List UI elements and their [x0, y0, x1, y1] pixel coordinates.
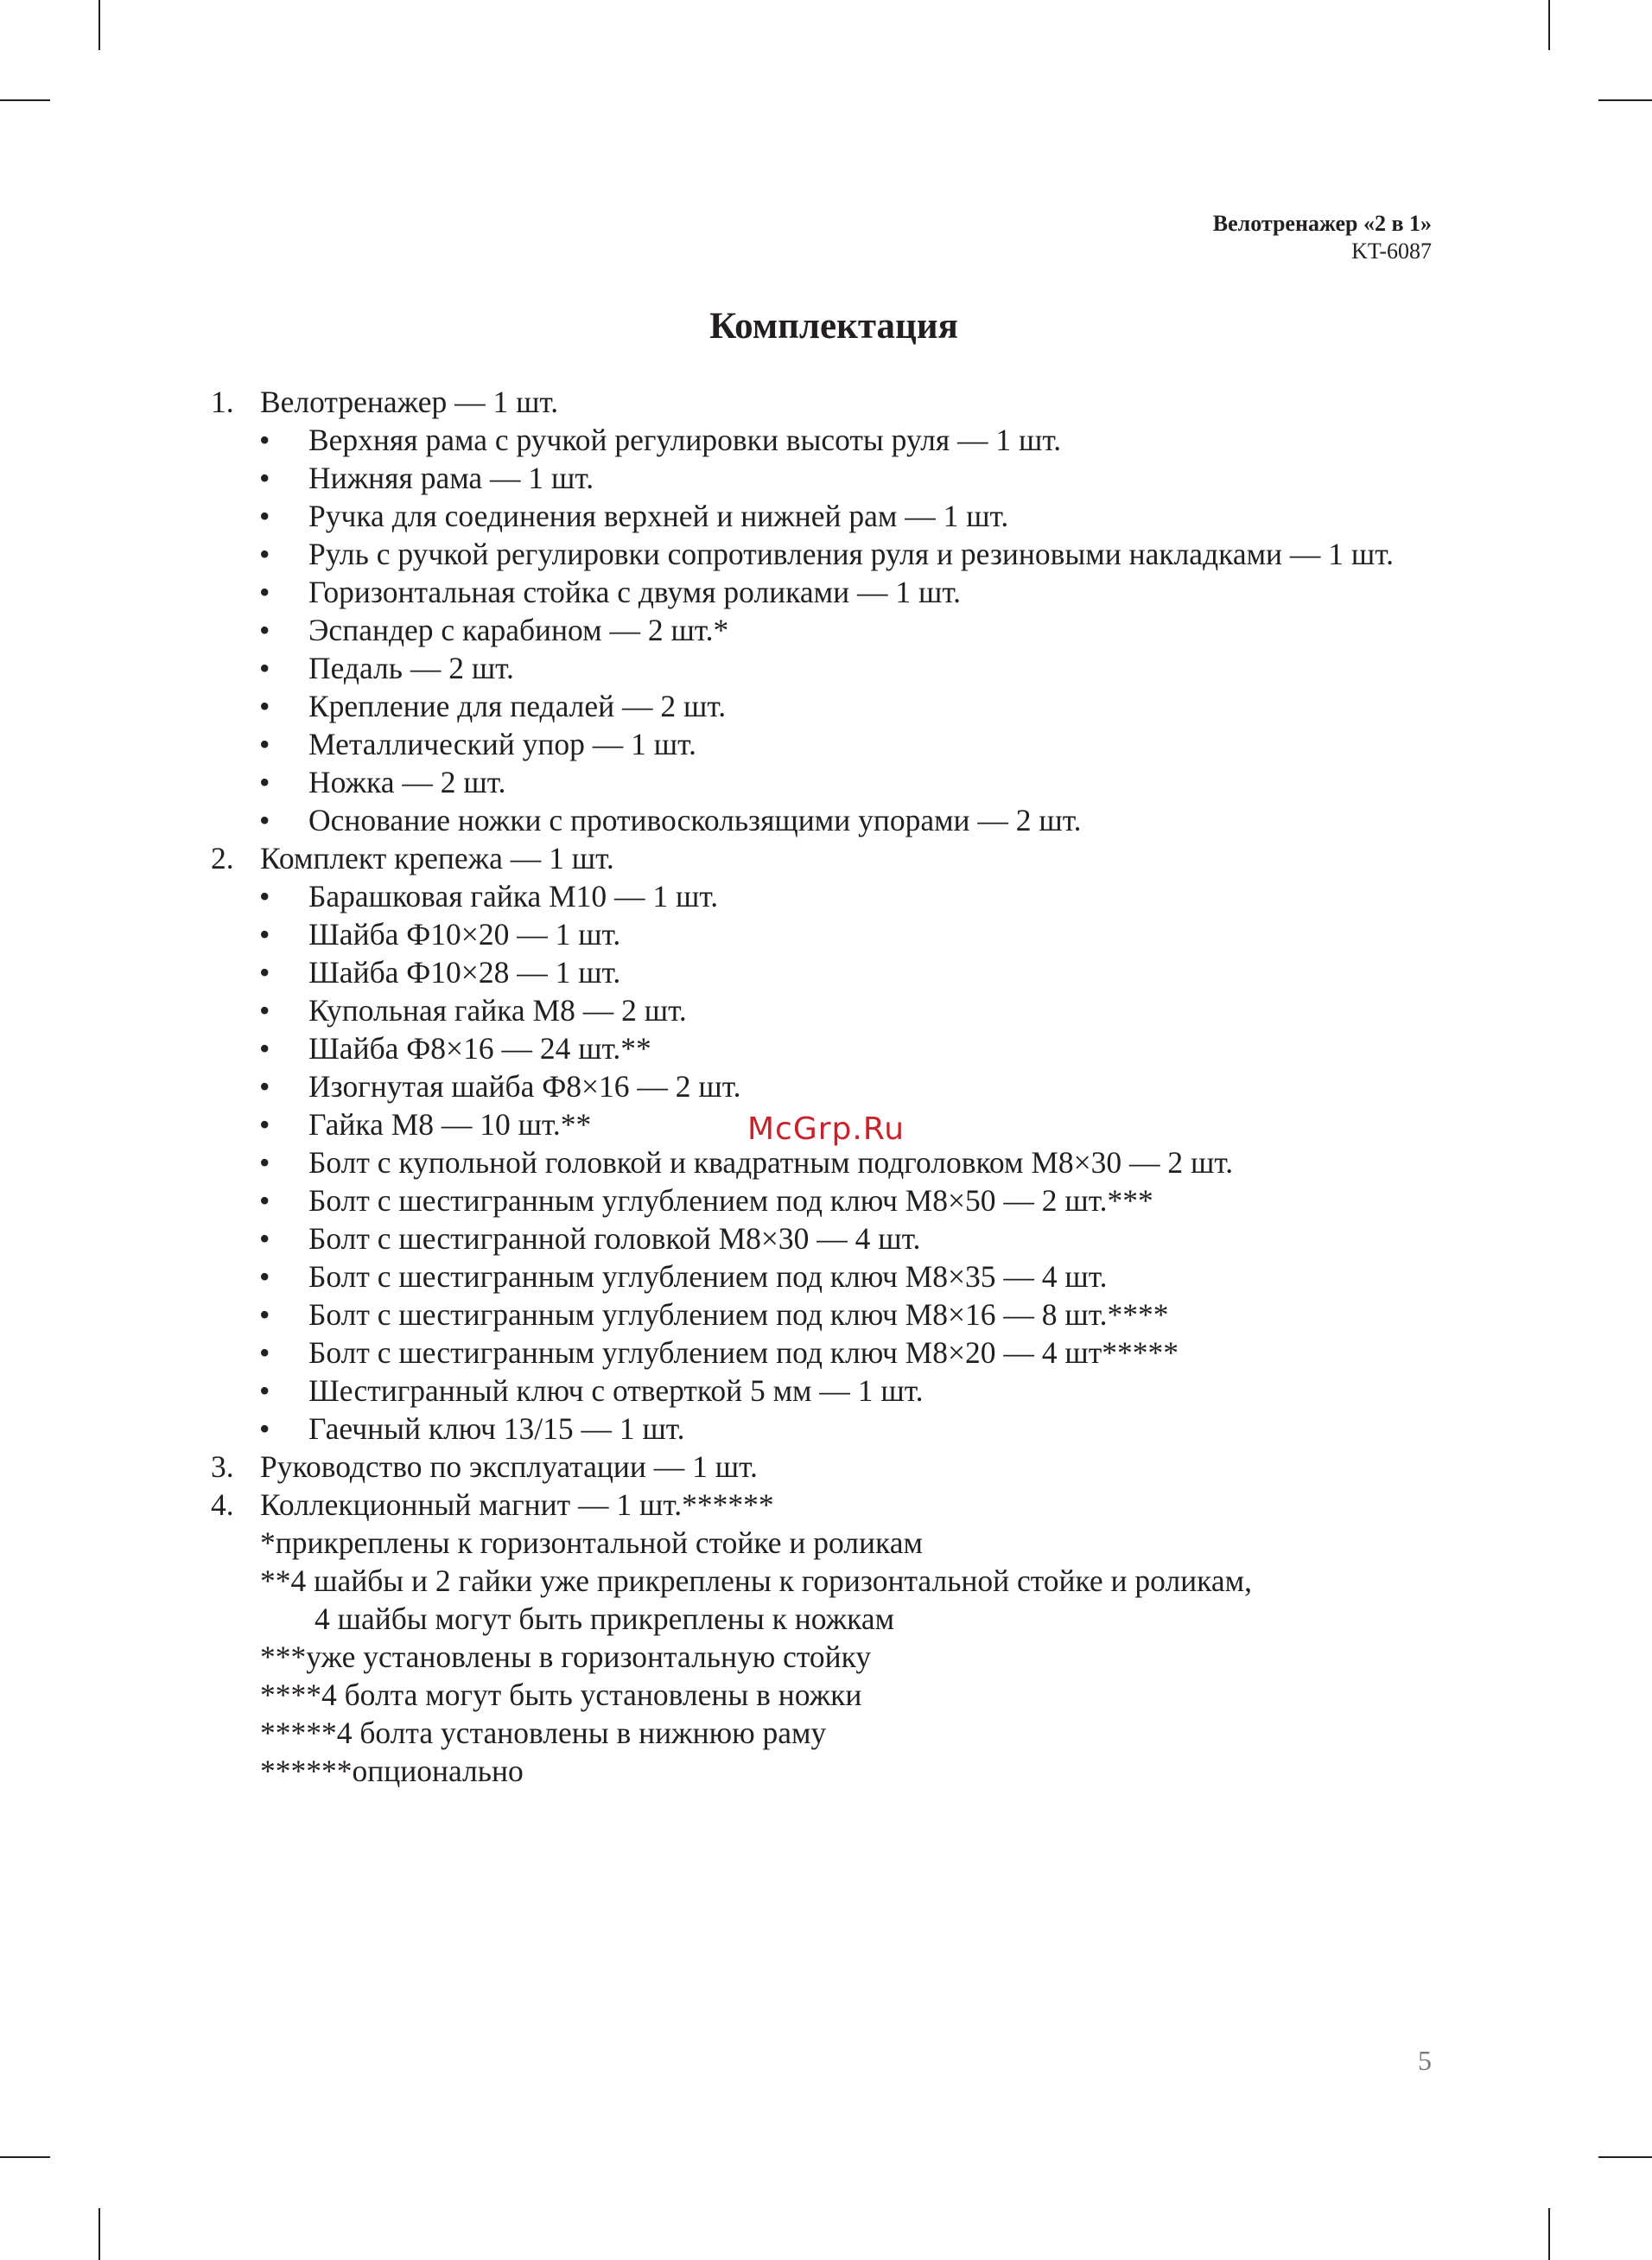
bullet-icon: • — [259, 1297, 270, 1332]
sub-list-item — [0, 1029, 1652, 1067]
bullet-icon: • — [259, 1335, 270, 1370]
sub-list-item — [0, 915, 1652, 953]
bullet-icon: • — [259, 1411, 270, 1446]
list-item-number: 1. — [211, 385, 234, 419]
footnote — [0, 1562, 1652, 1600]
sub-list-item-text: Ножка — 2 шт. — [308, 765, 506, 799]
bullet-icon: • — [259, 955, 270, 990]
list-item — [0, 383, 1652, 421]
list-item-text: Руководство по эксплуатации — 1 шт. — [260, 1449, 758, 1484]
product-name: Велотренажер «2 в 1» — [1212, 211, 1432, 236]
running-header — [1213, 210, 1432, 265]
crop-mark-top-right — [1548, 0, 1550, 50]
sub-list-item — [0, 1410, 1652, 1448]
bullet-icon: • — [259, 993, 270, 1028]
bullet-icon: • — [259, 423, 270, 457]
sub-list-item-text: Болт с купольной головкой и квадратным подголовком М8×30 — 2 шт. — [308, 1145, 1234, 1180]
sub-list-item — [0, 611, 1652, 649]
sub-list-item-text: Металлический упор — 1 шт. — [308, 727, 696, 761]
sub-list-item — [0, 1296, 1652, 1334]
sub-list-item-text: Шайба Ф8×16 — 24 шт.** — [308, 1031, 651, 1066]
bullet-icon: • — [259, 803, 270, 837]
bullet-icon: • — [259, 1373, 270, 1408]
sub-list-item — [0, 421, 1652, 459]
sub-list-item — [0, 763, 1652, 801]
sub-list-item-text: Изогнутая шайба Ф8×16 — 2 шт. — [308, 1069, 741, 1104]
bullet-icon: • — [259, 1069, 270, 1104]
list-item-number: 4. — [211, 1487, 234, 1522]
crop-mark-top-right-horizontal — [1598, 99, 1652, 101]
crop-mark-bottom-left — [98, 2208, 100, 2260]
sub-list-item-text: Купольная гайка М8 — 2 шт. — [308, 993, 687, 1028]
bullet-icon: • — [259, 1183, 270, 1218]
sub-list-item — [0, 1372, 1652, 1410]
sub-list-item — [0, 573, 1652, 611]
bullet-icon: • — [259, 1107, 270, 1142]
sub-list-item-text: Основание ножки с противоскользящими упорами — 2 шт. — [308, 803, 1082, 837]
bullet-icon: • — [259, 727, 270, 761]
footnote-text: **4 шайбы и 2 гайки уже прикреплены к горизонтальной стойке и роликам, — [260, 1563, 1252, 1598]
crop-mark-top-left-horizontal — [0, 99, 50, 101]
sub-list-item — [0, 497, 1652, 535]
bullet-icon: • — [259, 1031, 270, 1066]
sub-list-item — [0, 535, 1652, 573]
sub-list-item — [0, 725, 1652, 763]
sub-list-item-text: Болт с шестигранным углублением под ключ М8×35 — 4 шт. — [308, 1259, 1108, 1294]
sub-list-item — [0, 1067, 1652, 1105]
sub-list-item-text: Болт с шестигранной головкой М8×30 — 4 шт. — [308, 1221, 921, 1256]
sub-list-item-text: Гаечный ключ 13/15 — 1 шт. — [308, 1411, 685, 1446]
sub-list-item — [0, 877, 1652, 915]
bullet-icon: • — [259, 499, 270, 533]
sub-list-item-text: Болт с шестигранным углублением под ключ М8×50 — 2 шт.*** — [308, 1183, 1153, 1218]
list-item-number: 2. — [211, 841, 234, 875]
sub-list-item — [0, 991, 1652, 1029]
list-item-text: Комплект крепежа — 1 шт. — [260, 841, 614, 875]
bullet-icon: • — [259, 461, 270, 495]
sub-list-item — [0, 1334, 1652, 1372]
bullet-icon: • — [259, 613, 270, 647]
sub-list-item-text: Ручка для соединения верхней и нижней рам — 1 шт. — [308, 499, 1009, 533]
sub-list-item — [0, 649, 1652, 687]
sub-list-item — [0, 953, 1652, 991]
page-title: Комплектация — [709, 306, 958, 347]
sub-list-item-text: Горизонтальная стойка с двумя роликами — 1 шт. — [308, 575, 962, 609]
footnote — [0, 1752, 1652, 1790]
crop-mark-bottom-left-horizontal — [0, 2156, 50, 2158]
sub-list-item-text: Гайка М8 — 10 шт.** — [308, 1107, 592, 1142]
sub-list-item — [0, 687, 1652, 725]
page-number: 5 — [1418, 2045, 1432, 2076]
sub-list-item-text: Педаль — 2 шт. — [308, 651, 514, 685]
sub-list-item-text: Эспандер с карабином — 2 шт.* — [308, 613, 729, 647]
sub-list-item — [0, 1219, 1652, 1257]
list-item — [0, 839, 1652, 877]
list-item-text: Велотренажер — 1 шт. — [260, 385, 559, 419]
footnote — [0, 1524, 1652, 1562]
footnote-text: ******опционально — [260, 1754, 524, 1788]
bullet-icon: • — [259, 651, 270, 685]
footnote — [0, 1676, 1652, 1714]
crop-mark-bottom-right — [1548, 2208, 1550, 2260]
footnote — [0, 1600, 1652, 1638]
sub-list-item-text: Нижняя рама — 1 шт. — [308, 461, 594, 495]
footnote — [0, 1638, 1652, 1676]
list-item-number: 3. — [211, 1449, 234, 1484]
package-contents-list — [0, 383, 1652, 1790]
bullet-icon: • — [259, 1221, 270, 1256]
footnote-text: *****4 болта установлены в нижнюю раму — [260, 1716, 827, 1750]
sub-list-item-text: Верхняя рама с ручкой регулировки высоты руля — 1 шт. — [308, 423, 1062, 457]
bullet-icon: • — [259, 537, 270, 571]
sub-list-item-text: Руль с ручкой регулировки сопротивления руля и резиновыми накладками — 1 шт. — [308, 537, 1394, 571]
sub-list-item — [0, 801, 1652, 839]
bullet-icon: • — [259, 1259, 270, 1294]
crop-mark-bottom-right-horizontal — [1598, 2156, 1652, 2158]
footnote — [0, 1714, 1652, 1752]
crop-mark-top-left — [98, 0, 100, 50]
footnote-text: ***уже установлены в горизонтальную стойку — [260, 1639, 872, 1674]
watermark: McGrp.Ru — [747, 1111, 905, 1147]
sub-list-item-text: Крепление для педалей — 2 шт. — [308, 689, 727, 723]
list-item — [0, 1448, 1652, 1486]
bullet-icon: • — [259, 917, 270, 952]
list-item-text: Коллекционный магнит — 1 шт.****** — [260, 1487, 774, 1522]
list-item — [0, 1486, 1652, 1524]
sub-list-item-text: Шестигранный ключ с отверткой 5 мм — 1 шт. — [308, 1373, 924, 1408]
bullet-icon: • — [259, 575, 270, 609]
sub-list-item-text: Болт с шестигранным углублением под ключ М8×20 — 4 шт***** — [308, 1335, 1179, 1370]
bullet-icon: • — [259, 765, 270, 799]
bullet-icon: • — [259, 1145, 270, 1180]
sub-list-item-text: Болт с шестигранным углублением под ключ М8×16 — 8 шт.**** — [308, 1297, 1169, 1332]
footnote-text: *прикреплены к горизонтальной стойке и роликам — [260, 1525, 923, 1560]
bullet-icon: • — [259, 879, 270, 914]
sub-list-item — [0, 1257, 1652, 1296]
footnote-text: 4 шайбы могут быть прикреплены к ножкам — [315, 1601, 895, 1636]
model-number: KT-6087 — [1351, 239, 1432, 264]
sub-list-item-text: Шайба Ф10×20 — 1 шт. — [308, 917, 621, 952]
sub-list-item-text: Барашковая гайка М10 — 1 шт. — [308, 879, 719, 914]
footnote-text: ****4 болта могут быть установлены в ножки — [260, 1677, 862, 1712]
bullet-icon: • — [259, 689, 270, 723]
sub-list-item — [0, 459, 1652, 497]
sub-list-item-text: Шайба Ф10×28 — 1 шт. — [308, 955, 621, 990]
sub-list-item — [0, 1181, 1652, 1219]
